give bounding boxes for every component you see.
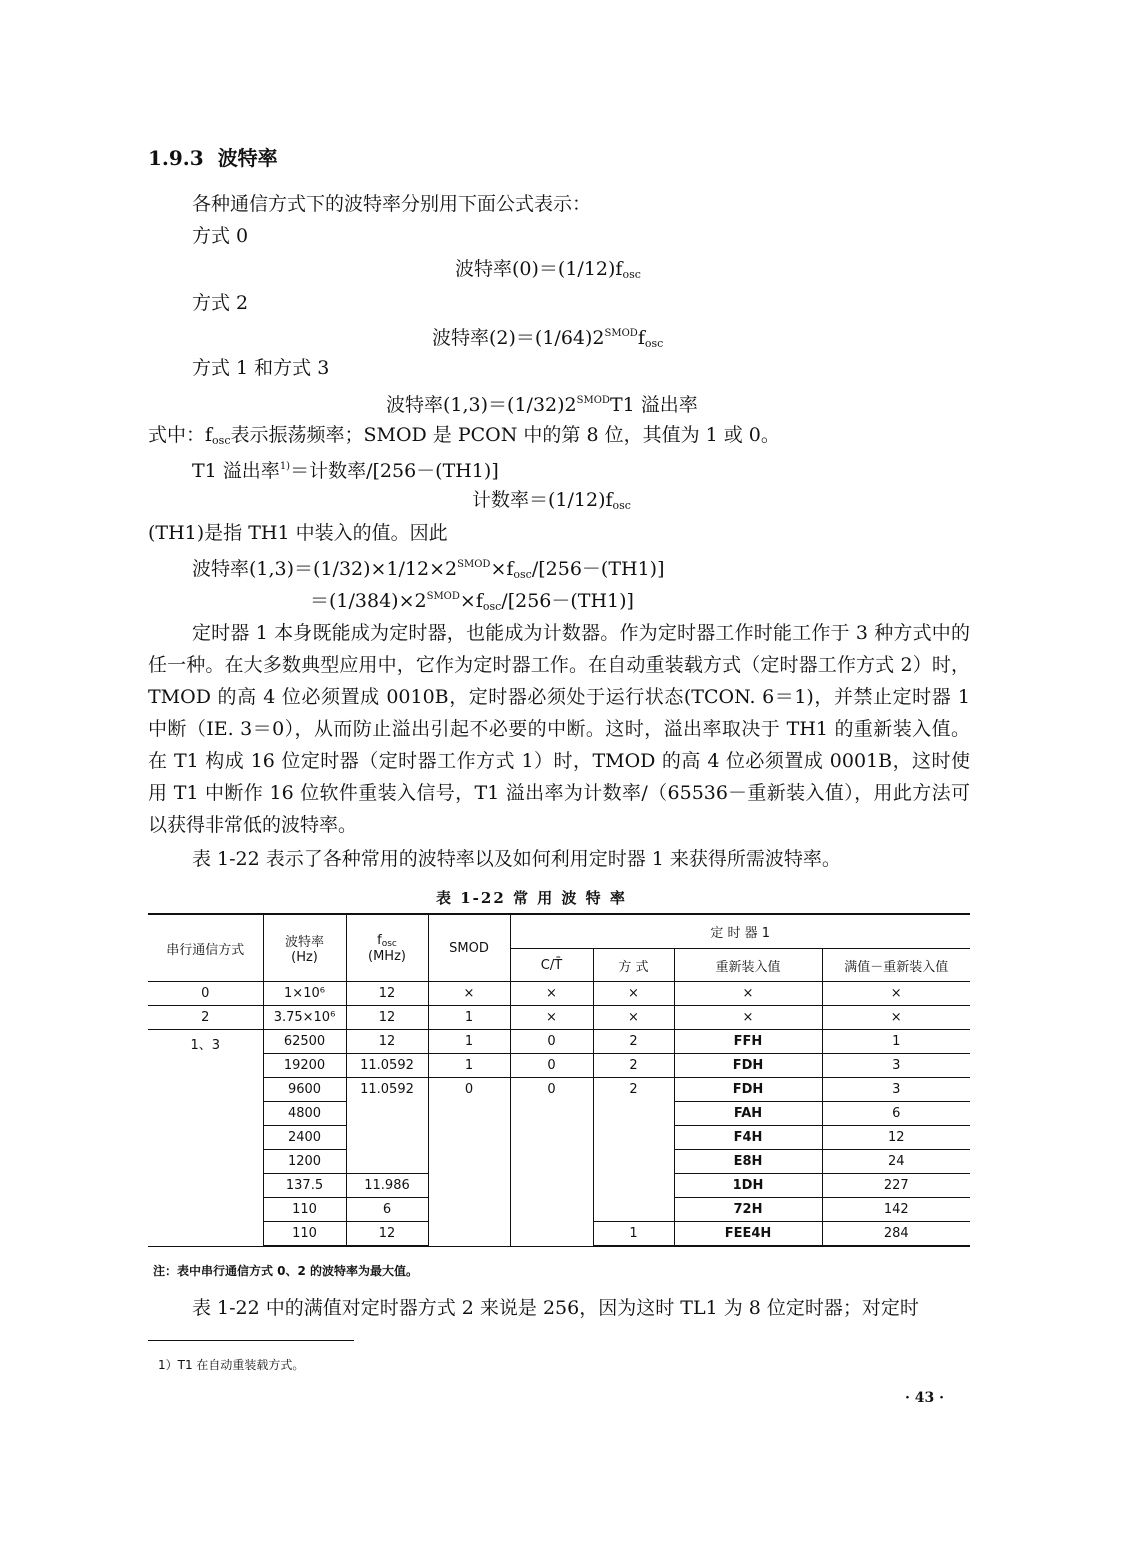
table-cell: 2400 [263, 1126, 346, 1150]
table-cell: FDH [674, 1078, 822, 1102]
table-cell: 12 [346, 1006, 428, 1030]
header-reload: 重新装入值 [674, 949, 822, 982]
table-cell: FDH [674, 1054, 822, 1078]
table-cell: × [822, 982, 970, 1006]
table-row [148, 982, 970, 1006]
table-cell: 2 [593, 1054, 674, 1078]
table-row [148, 1078, 970, 1102]
header-smod: SMOD [428, 914, 510, 982]
baud-formula-1: 波特率$(1,3)=(1/32)\times 1/12\times 2^{SMOD}\times f_{osc}/[256-(TH1)]$ [192, 558, 665, 581]
table-cell: FAH [674, 1102, 822, 1126]
table-cell: × [822, 1006, 970, 1030]
table-cell: 12 [346, 982, 428, 1006]
table-cell: 19200 [263, 1054, 346, 1078]
table-cell: E8H [674, 1150, 822, 1174]
baud-rate-table [148, 913, 970, 1247]
table-cell: 11.0592 [346, 1054, 428, 1078]
table-caption: 表 1-22 常 用 波 特 率 [436, 889, 627, 907]
table-cell: 2 [593, 1030, 674, 1054]
table-cell: 1 [428, 1030, 510, 1054]
table-cell: 284 [822, 1222, 970, 1247]
table-cell: 1DH [674, 1174, 822, 1198]
table-row [148, 1054, 970, 1078]
footnote-divider [148, 1340, 354, 1341]
table-cell: F4H [674, 1126, 822, 1150]
table-cell: × [510, 982, 593, 1006]
table-cell: 2 [148, 1006, 263, 1030]
intro-text: 各种通信方式下的波特率分别用下面公式表示： [192, 193, 592, 215]
section-title: 波特率 [217, 146, 278, 170]
table-cell: 1 [428, 1006, 510, 1030]
table-cell: 72H [674, 1198, 822, 1222]
header-mode: 串行通信方式 [148, 914, 263, 982]
table-cell: 1200 [263, 1150, 346, 1174]
table-cell: 142 [822, 1198, 970, 1222]
closing-paragraph: 表 1-22 中的满值对定时器方式 2 来说是 256，因为这时 TL1 为 8 位定时器；对定时 [192, 1297, 919, 1319]
table-cell: × [674, 982, 822, 1006]
table-cell: 1 [822, 1030, 970, 1054]
table-cell: × [510, 1006, 593, 1030]
table-intro: 表 1-22 表示了各种常用的波特率以及如何利用定时器 1 来获得所需波特率。 [192, 848, 841, 870]
table-cell: 110 [263, 1222, 346, 1247]
table-cell: 1 [593, 1222, 674, 1247]
t1-formula: T1 溢出率$^{1)}$＝计数率/[256－(TH1)] [192, 460, 499, 482]
mode13-formula: 波特率$(1,3)=(1/32)2^{SMOD}T1$ 溢出率 [386, 394, 698, 416]
table-cell: 0 [148, 982, 263, 1006]
table-cell: 12 [346, 1030, 428, 1054]
table-cell: 62500 [263, 1030, 346, 1054]
table-cell: 6 [346, 1198, 428, 1222]
table-cell: FEE4H [674, 1222, 822, 1247]
table-cell: 24 [822, 1150, 970, 1174]
header-ct: C/T̄ [510, 949, 593, 982]
table-note: 注：表中串行通信方式 0、2 的波特率为最大值。 [153, 1264, 419, 1278]
table-row [148, 1030, 970, 1054]
table-cell: 110 [263, 1198, 346, 1222]
table-cell: 11.0592 [346, 1078, 428, 1174]
table-cell: × [428, 982, 510, 1006]
table-cell: FFH [674, 1030, 822, 1054]
table-cell: 1、3 [148, 1030, 263, 1247]
section-heading [148, 142, 278, 171]
mode2-formula: 波特率$(2)=(1/64)2^{SMOD}f_{osc}$ [432, 327, 664, 350]
timer-paragraph: 定时器 1 本身既能成为定时器，也能成为计数器。作为定时器工作时能工作于 3 种方式中的任一种。在大多数典型应用中，它作为定时器工作。在自动重装载方式（定时器工作方式 2）时，TMOD 的高 4 位必须置成 0010B，定时器必须处于运行状态(TCON. 6＝1)，并禁止定时器 1 中断（IE. 3＝0），从而防止溢出引起不必要的中断。这时，溢出率取决于 TH1 的重新装入值。在 T1 构成 16 位定时器（定时器工作方式 1）时，TMOD 的高 4 位必须置成 0001B，这时使用 T1 中断作 16 位软件重装入信号，T1 溢出率为计数率/（65536－重新装入值），用此方法可以获得非常低的波特率。 [148, 622, 970, 836]
count-formula: 计数率$=(1/12)f_{osc}$ [472, 489, 631, 512]
header-way: 方 式 [593, 949, 674, 982]
table-cell: 227 [822, 1174, 970, 1198]
table-cell: 6 [822, 1102, 970, 1126]
table-cell: 12 [346, 1222, 428, 1247]
table-cell: 3 [822, 1078, 970, 1102]
table-cell: × [593, 1006, 674, 1030]
table-cell: 137.5 [263, 1174, 346, 1198]
table-cell: 1×10⁶ [263, 982, 346, 1006]
table-cell: 4800 [263, 1102, 346, 1126]
where-text: 式中：$f_{osc}$表示振荡频率；SMOD 是 PCON 中的第 8 位，其值为 1 或 0。 [148, 424, 780, 447]
table-cell: 12 [822, 1126, 970, 1150]
header-baud: 波特率 (Hz) [263, 914, 346, 982]
th1-text: (TH1)是指 TH1 中装入的值。因此 [148, 522, 448, 544]
table-cell: 3.75×10⁶ [263, 1006, 346, 1030]
table-cell: 2 [593, 1078, 674, 1222]
table-cell: 11.986 [346, 1174, 428, 1198]
table-cell: 3 [822, 1054, 970, 1078]
table-cell: 9600 [263, 1078, 346, 1102]
mode13-label: 方式 1 和方式 3 [192, 357, 330, 379]
table-cell: 0 [510, 1054, 593, 1078]
footnote: 1）T1 在自动重装载方式。 [158, 1358, 305, 1372]
baud-formula-2: $=(1/384)\times 2^{SMOD}\times f_{osc}/[256-(TH1)]$ [310, 590, 634, 613]
mode0-label: 方式 0 [192, 225, 249, 247]
table-cell: × [674, 1006, 822, 1030]
table-cell: 1 [428, 1054, 510, 1078]
table-cell: × [593, 982, 674, 1006]
table-cell: 0 [510, 1078, 593, 1247]
table-cell: 0 [428, 1078, 510, 1247]
mode0-formula: 波特率$(0)=(1/12)f_{osc}$ [455, 258, 641, 281]
header-timer1: 定 时 器 1 [510, 914, 970, 949]
page-number: · 43 · [905, 1390, 944, 1406]
section-number: 1.9.3 [148, 146, 204, 170]
mode2-label: 方式 2 [192, 292, 249, 314]
table-cell: 0 [510, 1030, 593, 1054]
header-full-reload: 满值－重新装入值 [822, 949, 970, 982]
table-row [148, 1006, 970, 1030]
header-fosc: fosc (MHz) [346, 914, 428, 982]
